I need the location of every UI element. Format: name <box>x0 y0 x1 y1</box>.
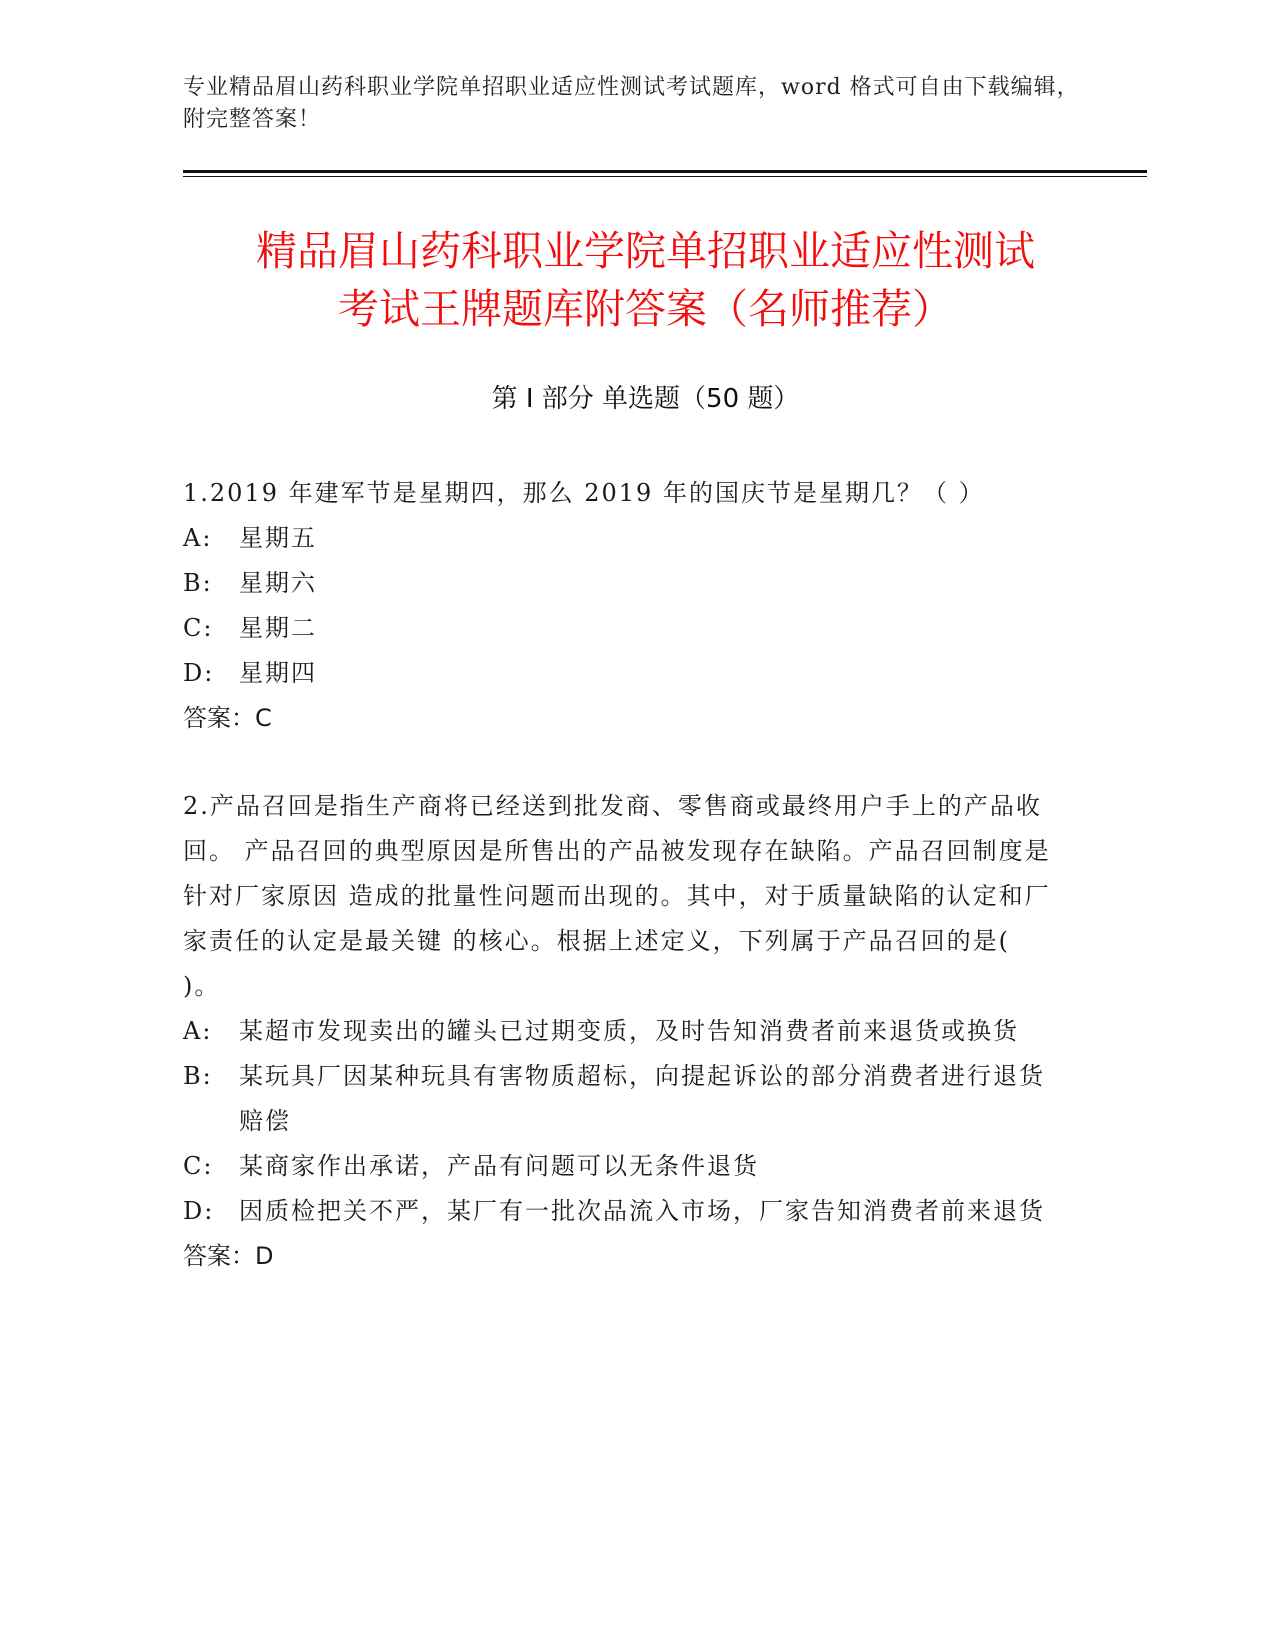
question-2 <box>183 784 1053 1279</box>
option-c <box>183 1144 1053 1189</box>
option-text: 因质检把关不严，某厂有一批次品流入市场，厂家告知消费者前来退货 <box>239 1197 1045 1225</box>
option-key: D: <box>183 1197 215 1225</box>
option-key: A: <box>183 524 213 552</box>
option-b <box>183 1054 1053 1144</box>
answer: 答案：C <box>183 704 272 732</box>
option-text: 星期五 <box>239 524 317 552</box>
option-key: B: <box>183 569 213 597</box>
option-text: 某商家作出承诺，产品有问题可以无条件退货 <box>239 1152 759 1180</box>
header-note: 专业精品眉山药科职业学院单招职业适应性测试考试题库，word 格式可自由下载编辑，附完整答案！ <box>183 75 1080 132</box>
option-d <box>183 651 1053 696</box>
header-divider-thin <box>183 176 1147 177</box>
question-1 <box>183 471 1053 741</box>
document-title-line2: 考试王牌题库附答案（名师推荐） <box>338 285 953 333</box>
option-b <box>183 561 1053 606</box>
question-stem: 1.2019 年建军节是星期四，那么 2019 年的国庆节是星期几？（ ） <box>183 479 985 507</box>
answer: 答案：D <box>183 1242 274 1270</box>
option-key: C: <box>183 1152 214 1180</box>
option-text: 星期二 <box>239 614 317 642</box>
section-title: 第 I 部分 单选题（50 题） <box>491 384 800 414</box>
question-stem: 2.产品召回是指生产商将已经送到批发商、零售商或最终用户手上的产品收回。 产品召回的典型原因是所售出的产品被发现存在缺陷。产品召回制度是针对厂家原因 造成的批量性问题而出现的。其中，对于质量缺陷的认定和厂家责任的认定是最关键 的核心。根据上述定义，下列属于产品召回的是( )。 <box>183 792 1051 1000</box>
option-text: 星期六 <box>239 569 317 597</box>
option-key: A: <box>183 1017 213 1045</box>
document-title-line1: 精品眉山药科职业学院单招职业适应性测试 <box>256 227 1035 275</box>
option-d <box>183 1189 1053 1234</box>
option-text: 星期四 <box>239 659 317 687</box>
option-text: 某玩具厂因某种玩具有害物质超标，向提起诉讼的部分消费者进行退货赔偿 <box>239 1062 1045 1135</box>
option-key: C: <box>183 614 214 642</box>
option-text: 某超市发现卖出的罐头已过期变质，及时告知消费者前来退货或换货 <box>239 1017 1019 1045</box>
document-title <box>183 222 1108 338</box>
option-a <box>183 516 1053 561</box>
option-a <box>183 1009 1053 1054</box>
header-divider-thick <box>183 170 1147 173</box>
option-c <box>183 606 1053 651</box>
option-key: B: <box>183 1062 213 1090</box>
option-key: D: <box>183 659 215 687</box>
